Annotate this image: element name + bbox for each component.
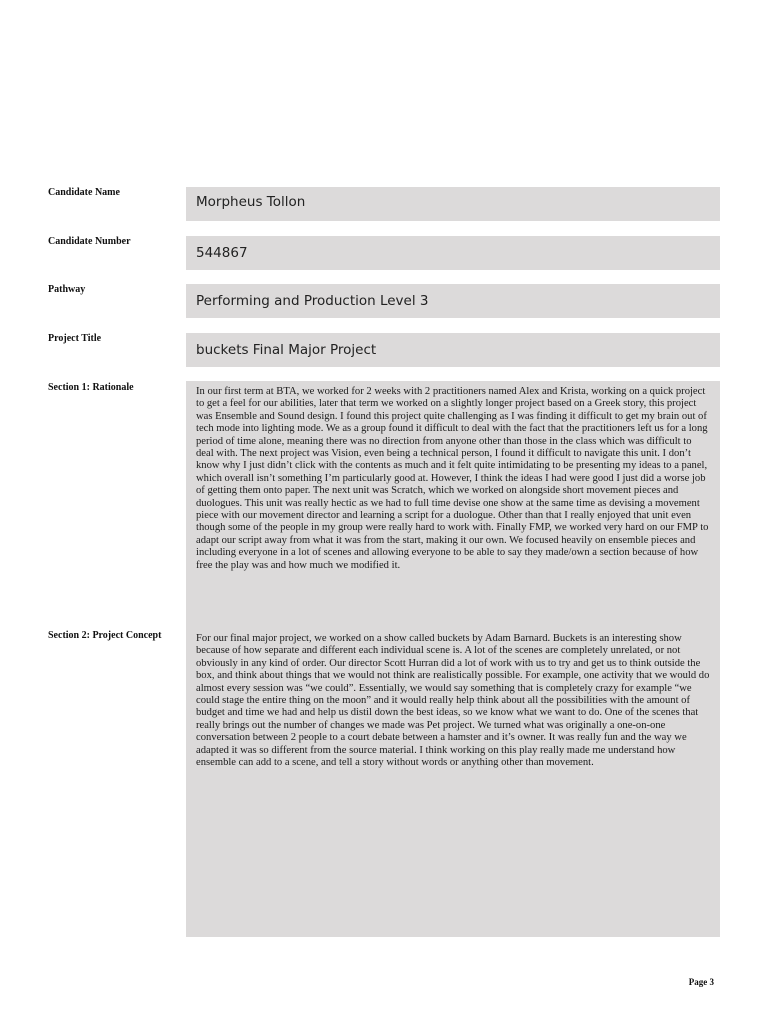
candidate-name-field (186, 187, 720, 221)
candidate-name-value: Morpheus Tollon (196, 194, 306, 210)
section-concept-label: Section 2: Project Concept (48, 630, 162, 641)
candidate-number-field (186, 236, 720, 270)
candidate-number-label: Candidate Number (48, 236, 131, 247)
section-concept-box (186, 625, 720, 937)
pathway-field (186, 284, 720, 318)
project-title-value: buckets Final Major Project (196, 342, 377, 358)
candidate-name-label: Candidate Name (48, 187, 120, 198)
candidate-number-value: 544867 (196, 245, 248, 261)
pathway-value: Performing and Production Level 3 (196, 293, 429, 309)
section-rationale-text: In our first term at BTA, we worked for 2 weeks with 2 practitioners named Alex and Krista, working on a quick project to get a feel for our abilities, later that term we worked on a slightly longer project based on a Greek story, this project was Ensemble and Sound design. I found this project quite challenging as I was finding it difficult to get my brain out of tech mode into lighting mode. We as a group found it difficult to deal with the fact that the practitioners left us for a long period of time alone, meaning there was no direction from anyone other than those in the class which was difficult to deal with. The next project was Vision, even being a technical person, I found it difficult to navigate this unit. I don’t know why I just didn’t click with the contents as much and it felt quite intimidating to be presenting my ideas to a panel, which overall isn’t something I’m particularly good at. However, I think the ideas I had were good I just did a worse job of getting them onto paper. The next unit was Scratch, which we worked on alongside short movement pieces and duologues. This unit was really hectic as we had to full time devise one show at the same time as devising a movement piece with our movement director and learning a script for a duologue. Other than that I really enjoyed that unit even though some of the people in my group were really hard to work with. Finally FMP, we worked very hard on our FMP to adapt our script away from what it was from the start, making it our own. We focused heavily on ensemble pieces and including everyone in a lot of scenes and allowing everyone to be able to say they made/own a section because of how free the play was and how much we modified it. (196, 386, 709, 571)
pathway-label: Pathway (48, 284, 86, 295)
project-title-field (186, 333, 720, 367)
section-rationale-label: Section 1: Rationale (48, 382, 134, 393)
page-number: Page 3 (688, 977, 714, 987)
section-rationale-box (186, 381, 720, 625)
project-title-label: Project Title (48, 333, 102, 344)
section-concept-text: For our final major project, we worked on a show called buckets by Adam Barnard. Buckets is an interesting show because of how separate and different each individual scene is. A lot of the scenes are completely unrelated, or not obviously in any kind of order. Our director Scott Hurran did a lot of work with us to try and get us to think outside the box, and think about things that we would not think are realistically possible. For example, one activity that we would do almost every session was “we could”. Essentially, we would say something that is completely crazy for example “we could stage the entire thing on the moon” and it would really help think about all the possibilities with the amount of budget and time we had and help us distil down the best ideas, so we know what we want to do. One of the scenes that really brings out the number of changes we made was Pet project. We turned what was originally a one-on-one conversation between 2 people to a court debate between a hamster and it’s owner. It was really fun and the way we adapted it was so different from the source material. I think working on this play really made me understand how ensemble can add to a scene, and tell a story without words or anything other than movement. (196, 633, 710, 769)
